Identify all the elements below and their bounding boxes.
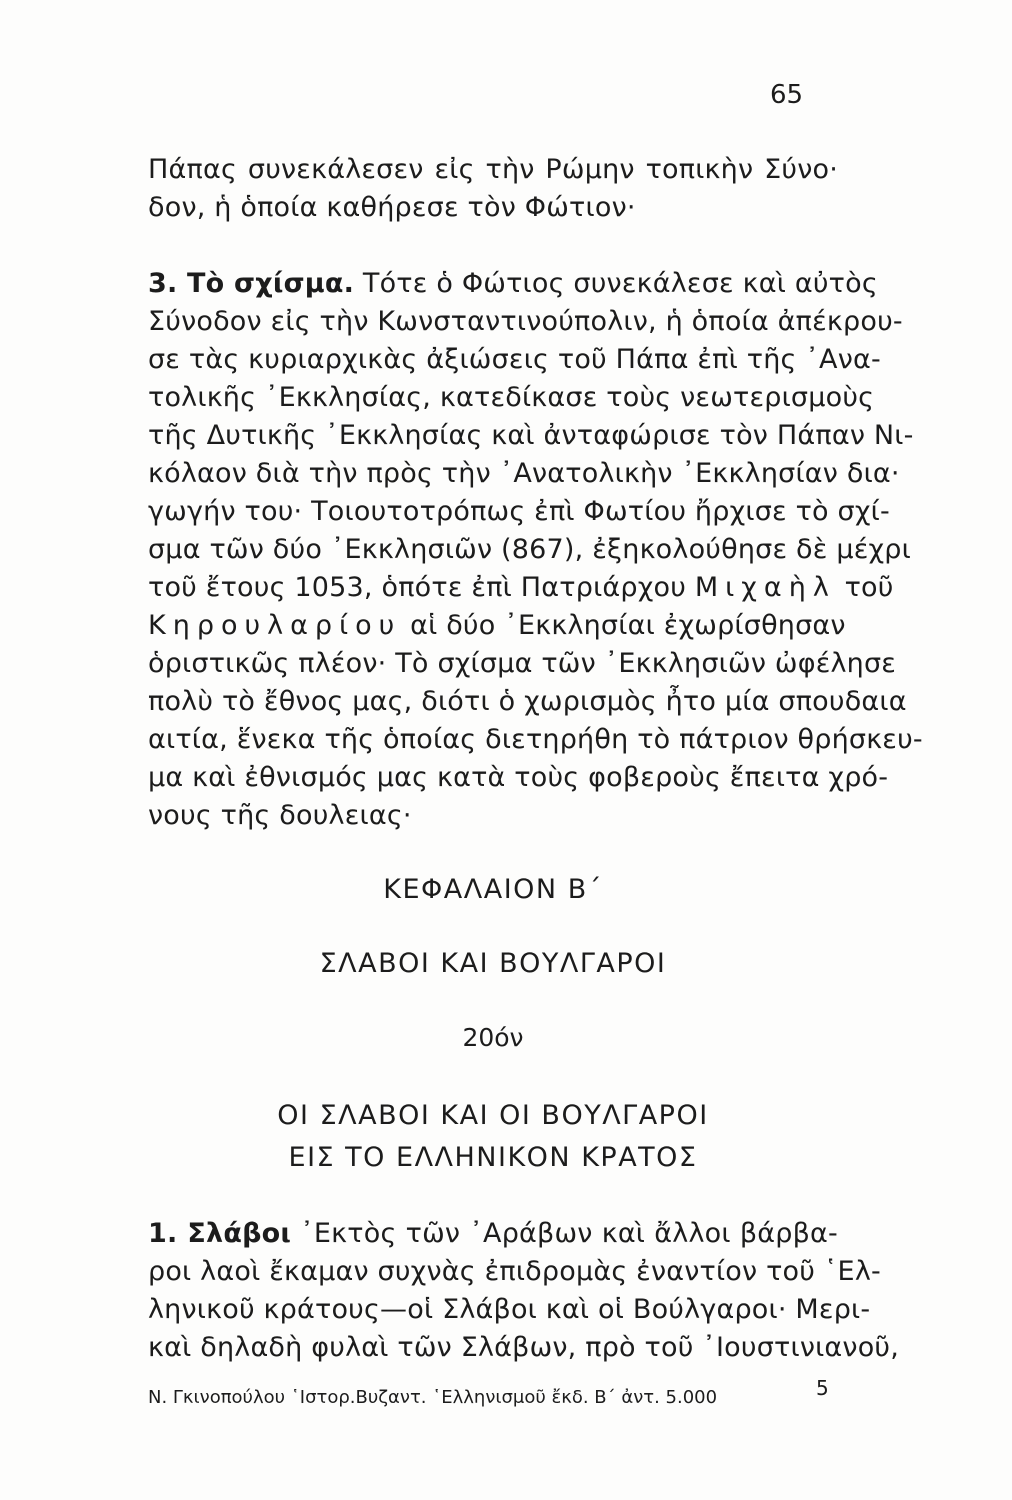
name-michael: Μιχαὴλ	[694, 572, 836, 603]
lesson-title-line-1: ΟΙ ΣΛΑΒΟΙ ΚΑΙ ΟΙ ΒΟΥΛΓΑΡΟΙ	[277, 1100, 709, 1131]
text-line	[148, 570, 894, 606]
paragraph-start	[148, 1216, 838, 1252]
name-keroularios: Κηρουλαρίου	[148, 610, 402, 641]
text-line: ληνικοῦ κράτους—οἱ Σλάβοι καὶ οἱ Βούλγαροι· Μερι-	[148, 1294, 871, 1325]
text-run: τοῦ ἔτους 1053, ὁπότε ἐπὶ Πατριάρχου	[148, 572, 687, 603]
text-line: δον, ἡ ὁποία καθήρεσε τὸν Φώτιον·	[148, 192, 636, 223]
text-line: μα καὶ ἐθνισμός μας κατὰ τοὺς φοβεροὺς ἔπειτα χρό-	[148, 762, 889, 793]
text-line: γωγήν του· Τοιουτοτρόπως ἐπὶ Φωτίου ἤρχισε τὸ σχί-	[148, 496, 890, 527]
signature-mark: 5	[816, 1376, 829, 1400]
text-line: νους τῆς δουλειας·	[148, 800, 412, 831]
text-line: καὶ δηλαδὴ φυλαὶ τῶν Σλάβων, πρὸ τοῦ ᾿Ιουστινιανοῦ,	[148, 1332, 900, 1363]
text-line: Πάπας συνεκάλεσεν εἰς τὴν Ρώμην τοπικὴν Σύνο·	[148, 154, 838, 185]
text-line: κόλαον διὰ τὴν πρὸς τὴν ᾿Ανατολικὴν ᾿Εκκλησίαν δια·	[148, 458, 900, 489]
text-line: τῆς Δυτικῆς ᾿Εκκλησίας καὶ ἀνταφώρισε τὸν Πάπαν Νι-	[148, 420, 914, 451]
lesson-title-line-2: ΕΙΣ ΤΟ ΕΛΛΗΝΙΚΟΝ ΚΡΑΤΟΣ	[288, 1142, 698, 1173]
page-number: 65	[770, 80, 804, 110]
text-line: ροι λαοὶ ἔκαμαν συχνὰς ἐπιδρομὰς ἐναντίον τοῦ ῾Ελ-	[148, 1256, 881, 1287]
text-line	[148, 608, 846, 644]
text-line: πολὺ τὸ ἔθνος μας, διότι ὁ χωρισμὸς ἦτο μία σπουδαια	[148, 686, 907, 717]
printer-footer: Ν. Γκινοπούλου ῾Ιστορ.Βυζαντ. ῾Ελληνισμοῦ ἔκδ. Β΄ ἀντ. 5.000	[148, 1387, 718, 1408]
text-line: τολικῆς ᾿Εκκλησίας, κατεδίκασε τοὺς νεωτερισμοὺς	[148, 382, 875, 413]
text-line: σε τὰς κυριαρχικὰς ἀξιώσεις τοῦ Πάπα ἐπὶ τῆς ᾿Ανα-	[148, 344, 881, 375]
section-number-schism: 3. Τὸ σχίσμα.	[148, 268, 355, 299]
text-run: τοῦ	[844, 572, 894, 603]
text-line: σμα τῶν δύο ᾿Εκκλησιῶν (867), ἐξηκολούθησε δὲ μέχρι	[148, 534, 911, 565]
text-run: αἱ δύο ᾿Εκκλησίαι ἐχωρίσθησαν	[410, 610, 846, 641]
text-line: ὁριστικῶς πλέον· Τὸ σχίσμα τῶν ᾿Εκκλησιῶν ὠφέλησε	[148, 648, 897, 679]
paragraph-start	[148, 266, 878, 302]
text-run: Τότε ὁ Φώτιος συνεκάλεσε καὶ αὐτὸς	[362, 268, 878, 299]
text-run: ᾿Εκτὸς τῶν ᾿Αράβων καὶ ἄλλοι βάρβα-	[300, 1218, 838, 1249]
text-line: Σύνοδον εἰς τὴν Κωνσταντινούπολιν, ἡ ὁποία ἀπέκρου-	[148, 306, 903, 337]
chapter-heading: ΚΕΦΑΛΑΙΟΝ Β΄	[383, 874, 603, 905]
section-number-slavs: 1. Σλάβοι	[148, 1218, 292, 1249]
lesson-number: 20όν	[462, 1023, 524, 1052]
text-line: αιτία, ἕνεκα τῆς ὁποίας διετηρήθη τὸ πάτριον θρήσκευ-	[148, 724, 923, 755]
chapter-title: ΣΛΑΒΟΙ ΚΑΙ ΒΟΥΛΓΑΡΟΙ	[319, 948, 667, 979]
